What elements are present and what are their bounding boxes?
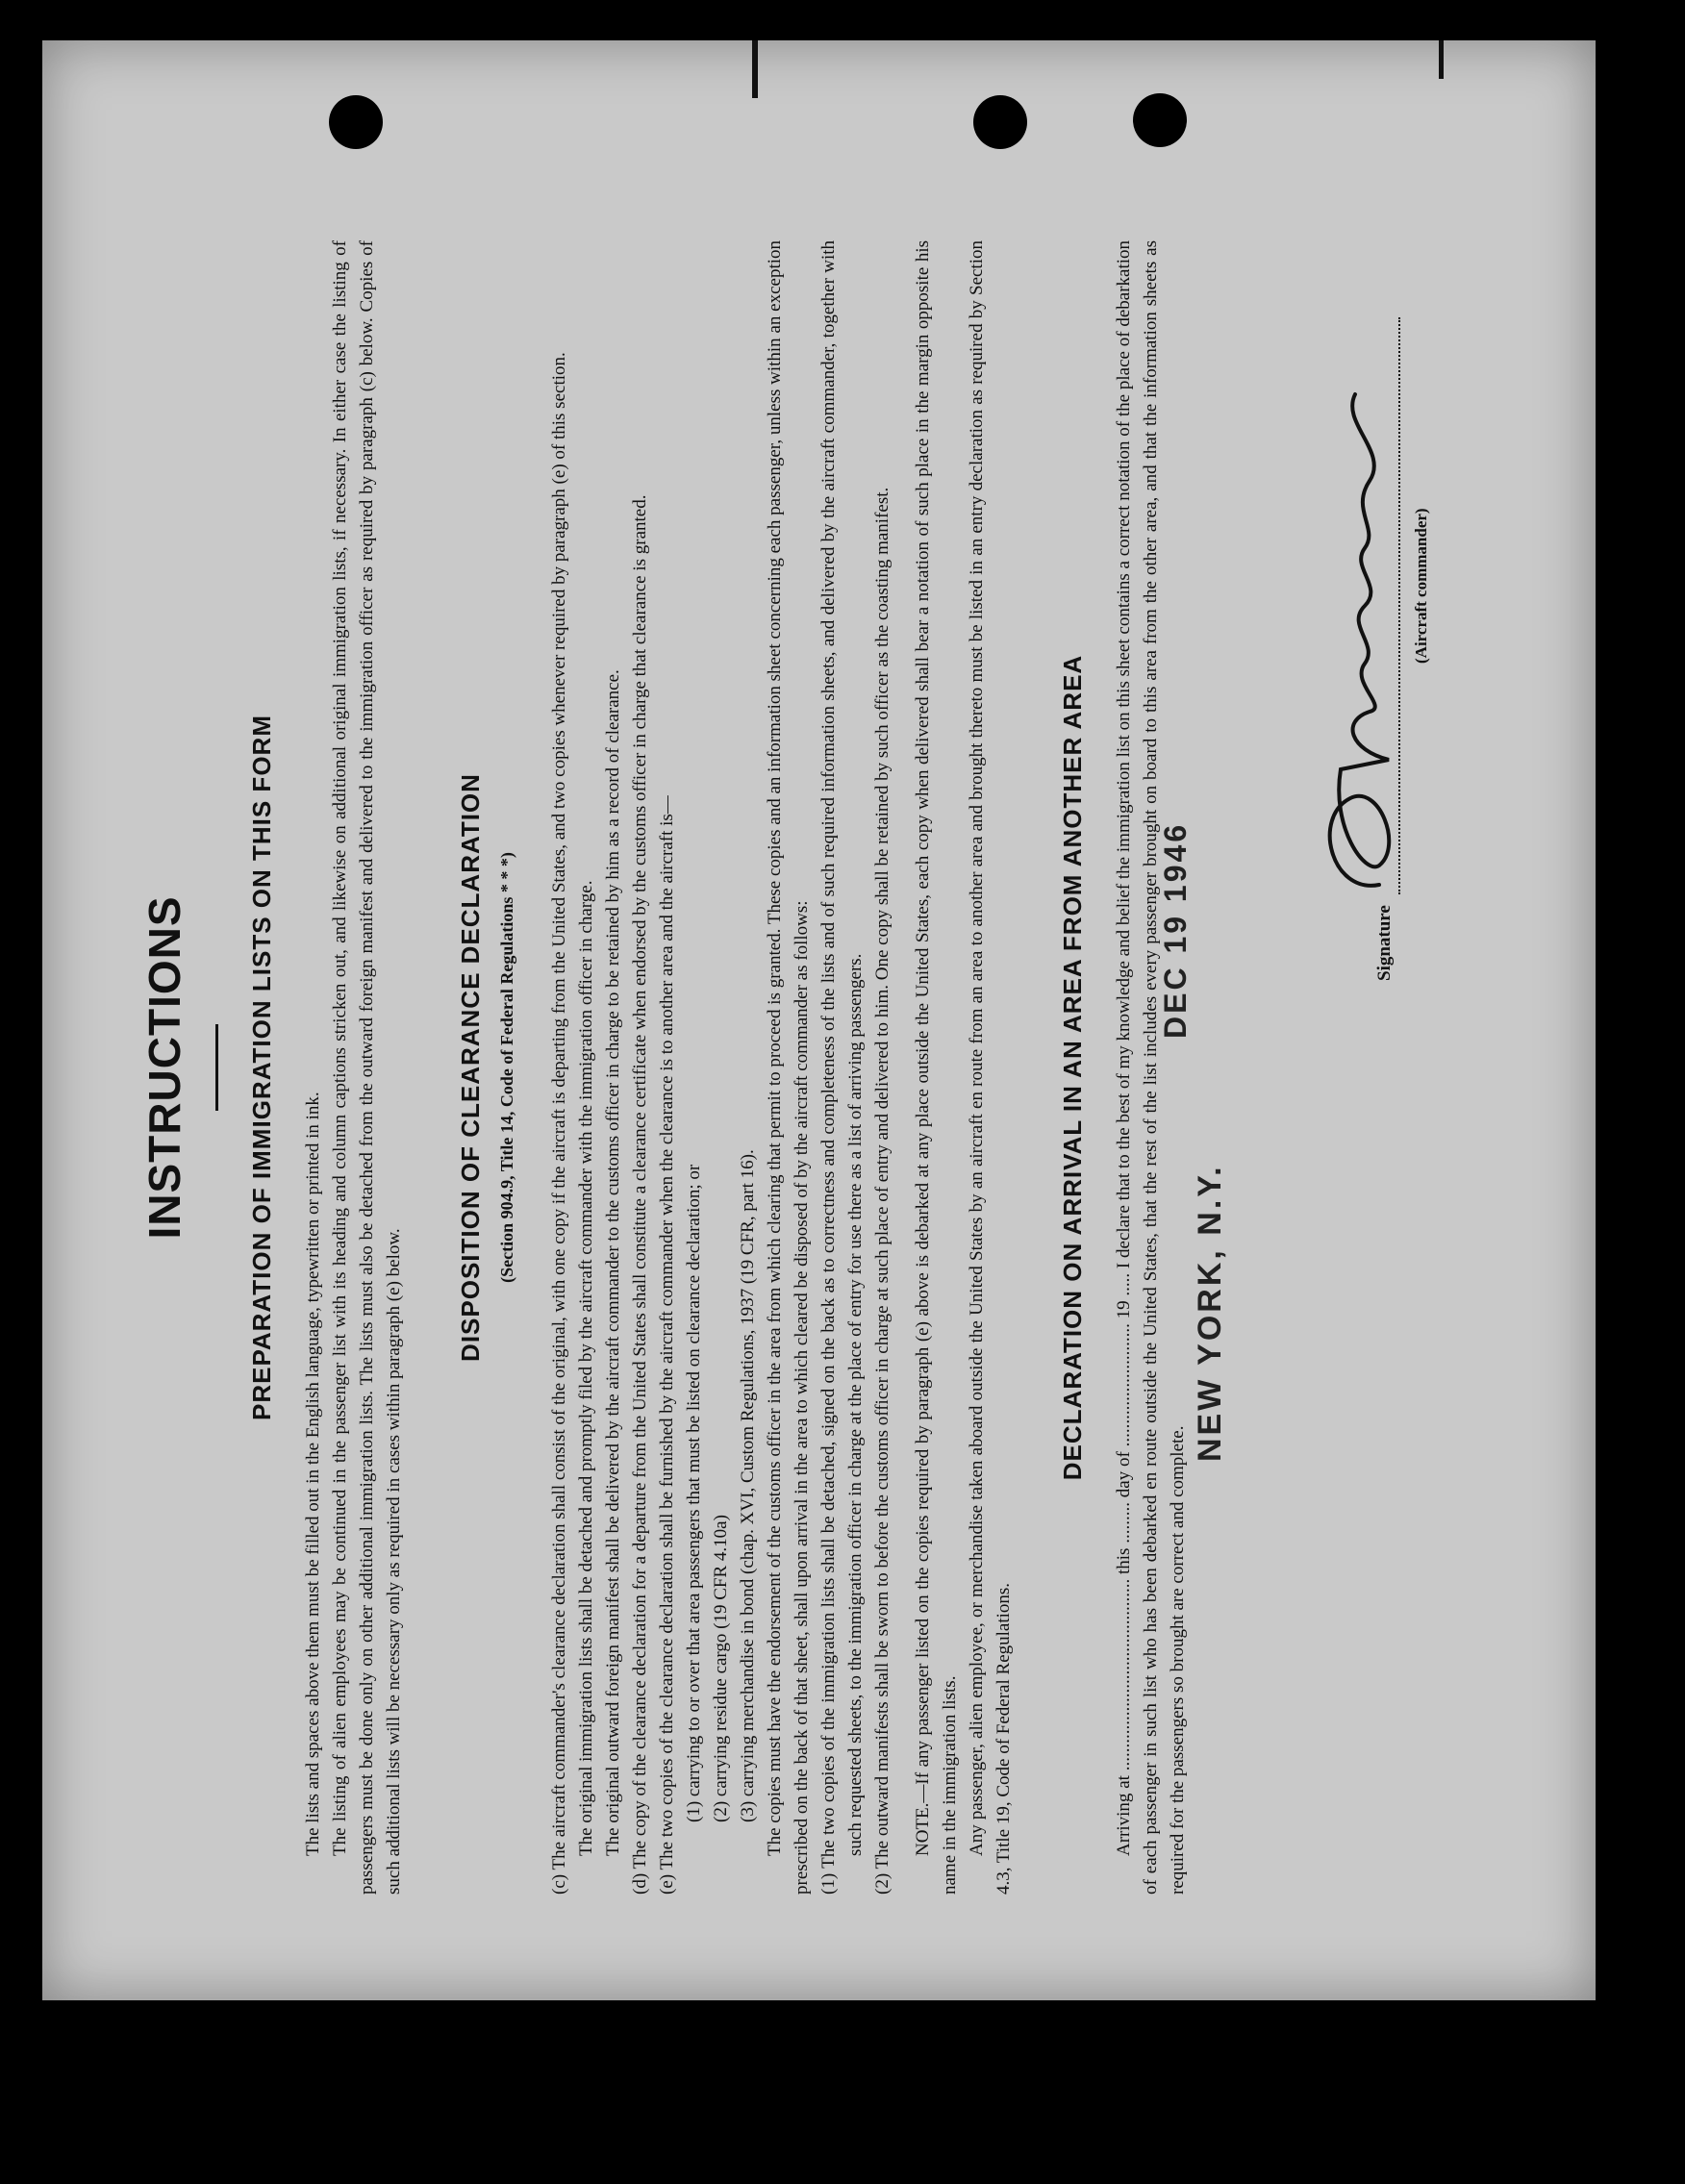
- signature-caption: (Aircraft commander): [1412, 508, 1430, 664]
- paragraph: The original immigration lists shall be detached and promptly filed by the aircraft commander with the immigration officer in charge.: [576, 880, 596, 1856]
- declaration-text: [1111, 240, 1192, 1895]
- document-sheet: [42, 40, 1596, 2000]
- dotted-blank: ..........................................: [1114, 1578, 1134, 1771]
- page-title: INSTRUCTIONS: [139, 895, 189, 1240]
- note-paragraph: Any passenger, alien employee, or merchandise taken aboard outside the United States by an aircraft en route from an area to another area and brought thereto must be listed in an entry declaration as required by Section 4.3, Title 19, Code of Federal Regulations.: [967, 240, 1014, 1895]
- paragraph: The copies must have the endorsement of the customs officer in the area from which clearing that permit to proceed is granted. These copies and an information sheet concerning each passenger, unless within an exception prescribed on the back of that sheet, shall upon arrival in the area to which cleared be disposed of by the aircraft commander as follows:: [765, 240, 812, 1895]
- declaration-arriving-at: Arriving at: [1114, 1775, 1134, 1856]
- list-item: (1) The two copies of the immigration lists shall be detached, signed on the back as to correctness and completeness of the lists and of such required information sheets, and delivered by the aircraft commander, together with such requested sheets, to the immigration officer in charge at the place of entry for use there as a list of arriving passengers.: [818, 240, 866, 1895]
- declaration-year: 19: [1114, 1300, 1134, 1319]
- paragraph: The listing of alien employees may be continued in the passenger list with its heading and column captions stricken out, and likewise on additional original immigration lists, if necessary. In either case the listing of passengers must be done only on other additional immigration lists. The lists must also be detached from the outward foreign manifest and delivered to the immigration officer as required by paragraph (c) below. Copies of such additional lists will be necessary only as required in cases within paragraph (e) below.: [330, 240, 404, 1895]
- title-rule: [215, 1024, 218, 1111]
- signature-label: Signature: [1374, 905, 1395, 981]
- paragraph-c: (c) The aircraft commander's clearance declaration shall consist of the original, with one copy if the aircraft is departing from the United States, and two copies whenever required by paragraph (e) of this section.: [549, 352, 569, 1895]
- declaration-heading: DECLARATION ON ARRIVAL IN AN AREA FROM ANOTHER AREA: [1058, 654, 1087, 1481]
- paragraph-e: (e) The two copies of the clearance declaration shall be furnished by the aircraft commander when the clearance is to another area and the aircraft is—: [657, 795, 677, 1895]
- preparation-heading: PREPARATION OF IMMIGRATION LISTS ON THIS FORM: [247, 715, 276, 1420]
- list-item: (1) carrying to or over that area passengers that must be listed on clearance declaration; or: [684, 1164, 704, 1822]
- dotted-blank: ...........................: [1114, 1323, 1134, 1447]
- handwritten-signature: [1312, 365, 1418, 904]
- instructions-body: [138, 240, 1192, 1895]
- paragraph: The lists and spaces above them must be filled out in the English language, typewritten or printed in ink.: [303, 1092, 323, 1856]
- list-item: (2) carrying residue cargo (19 CFR 4.10a): [711, 1515, 731, 1822]
- paragraph: The original outward foreign manifest shall be delivered by the aircraft commander to the customs officer in charge to be retained by him as a record of clearance.: [603, 669, 623, 1856]
- list-item: (3) carrying merchandise in bond (chap. XVI, Custom Regulations, 1937 (19 CFR, part 16).: [738, 1149, 758, 1822]
- list-item: (2) The outward manifests shall be sworn to before the customs officer in charge at such place of entry and delivered to him. One copy shall be retained by such officer as the coasting manifest.: [872, 487, 893, 1895]
- signature-block: [1321, 289, 1456, 981]
- dotted-blank: .....: [1114, 1272, 1134, 1296]
- rotated-content: [42, 40, 1596, 2000]
- stamp-place: NEW YORK, N.Y.: [1192, 1164, 1228, 1462]
- note-paragraph: NOTE.—If any passenger listed on the copies required by paragraph (e) above is debarked at any place outside the United States, each copy when delivered shall bear a notation of such place in the margin opposite his name in the immigration lists.: [913, 240, 960, 1895]
- dotted-blank: .........: [1114, 1502, 1134, 1544]
- disposition-subheading: (Section 904.9, Title 14, Code of Federal Regulations * * *): [497, 852, 516, 1283]
- declaration-this: this: [1114, 1547, 1134, 1574]
- declaration-day-of: day of: [1114, 1451, 1134, 1498]
- stamp-date: DEC 19 1946: [1158, 821, 1193, 1039]
- declaration-statement: I declare that to the best of my knowledge and belief the immigration list on this sheet contains a correct notation of the place of debarkation of each passenger in such list who has been debarked en route outside the United States, that the rest of the list includes every passenger brought on board to this area from the other area, and that the information sheets as required for the passengers so brought are correct and complete.: [1114, 239, 1188, 1895]
- disposition-heading: DISPOSITION OF CLEARANCE DECLARATION: [456, 773, 485, 1362]
- paragraph-d: (d) The copy of the clearance declaration for a departure from the United States shall constitute a clearance certificate when endorsed by the customs officer in charge that clearance is granted.: [630, 494, 650, 1895]
